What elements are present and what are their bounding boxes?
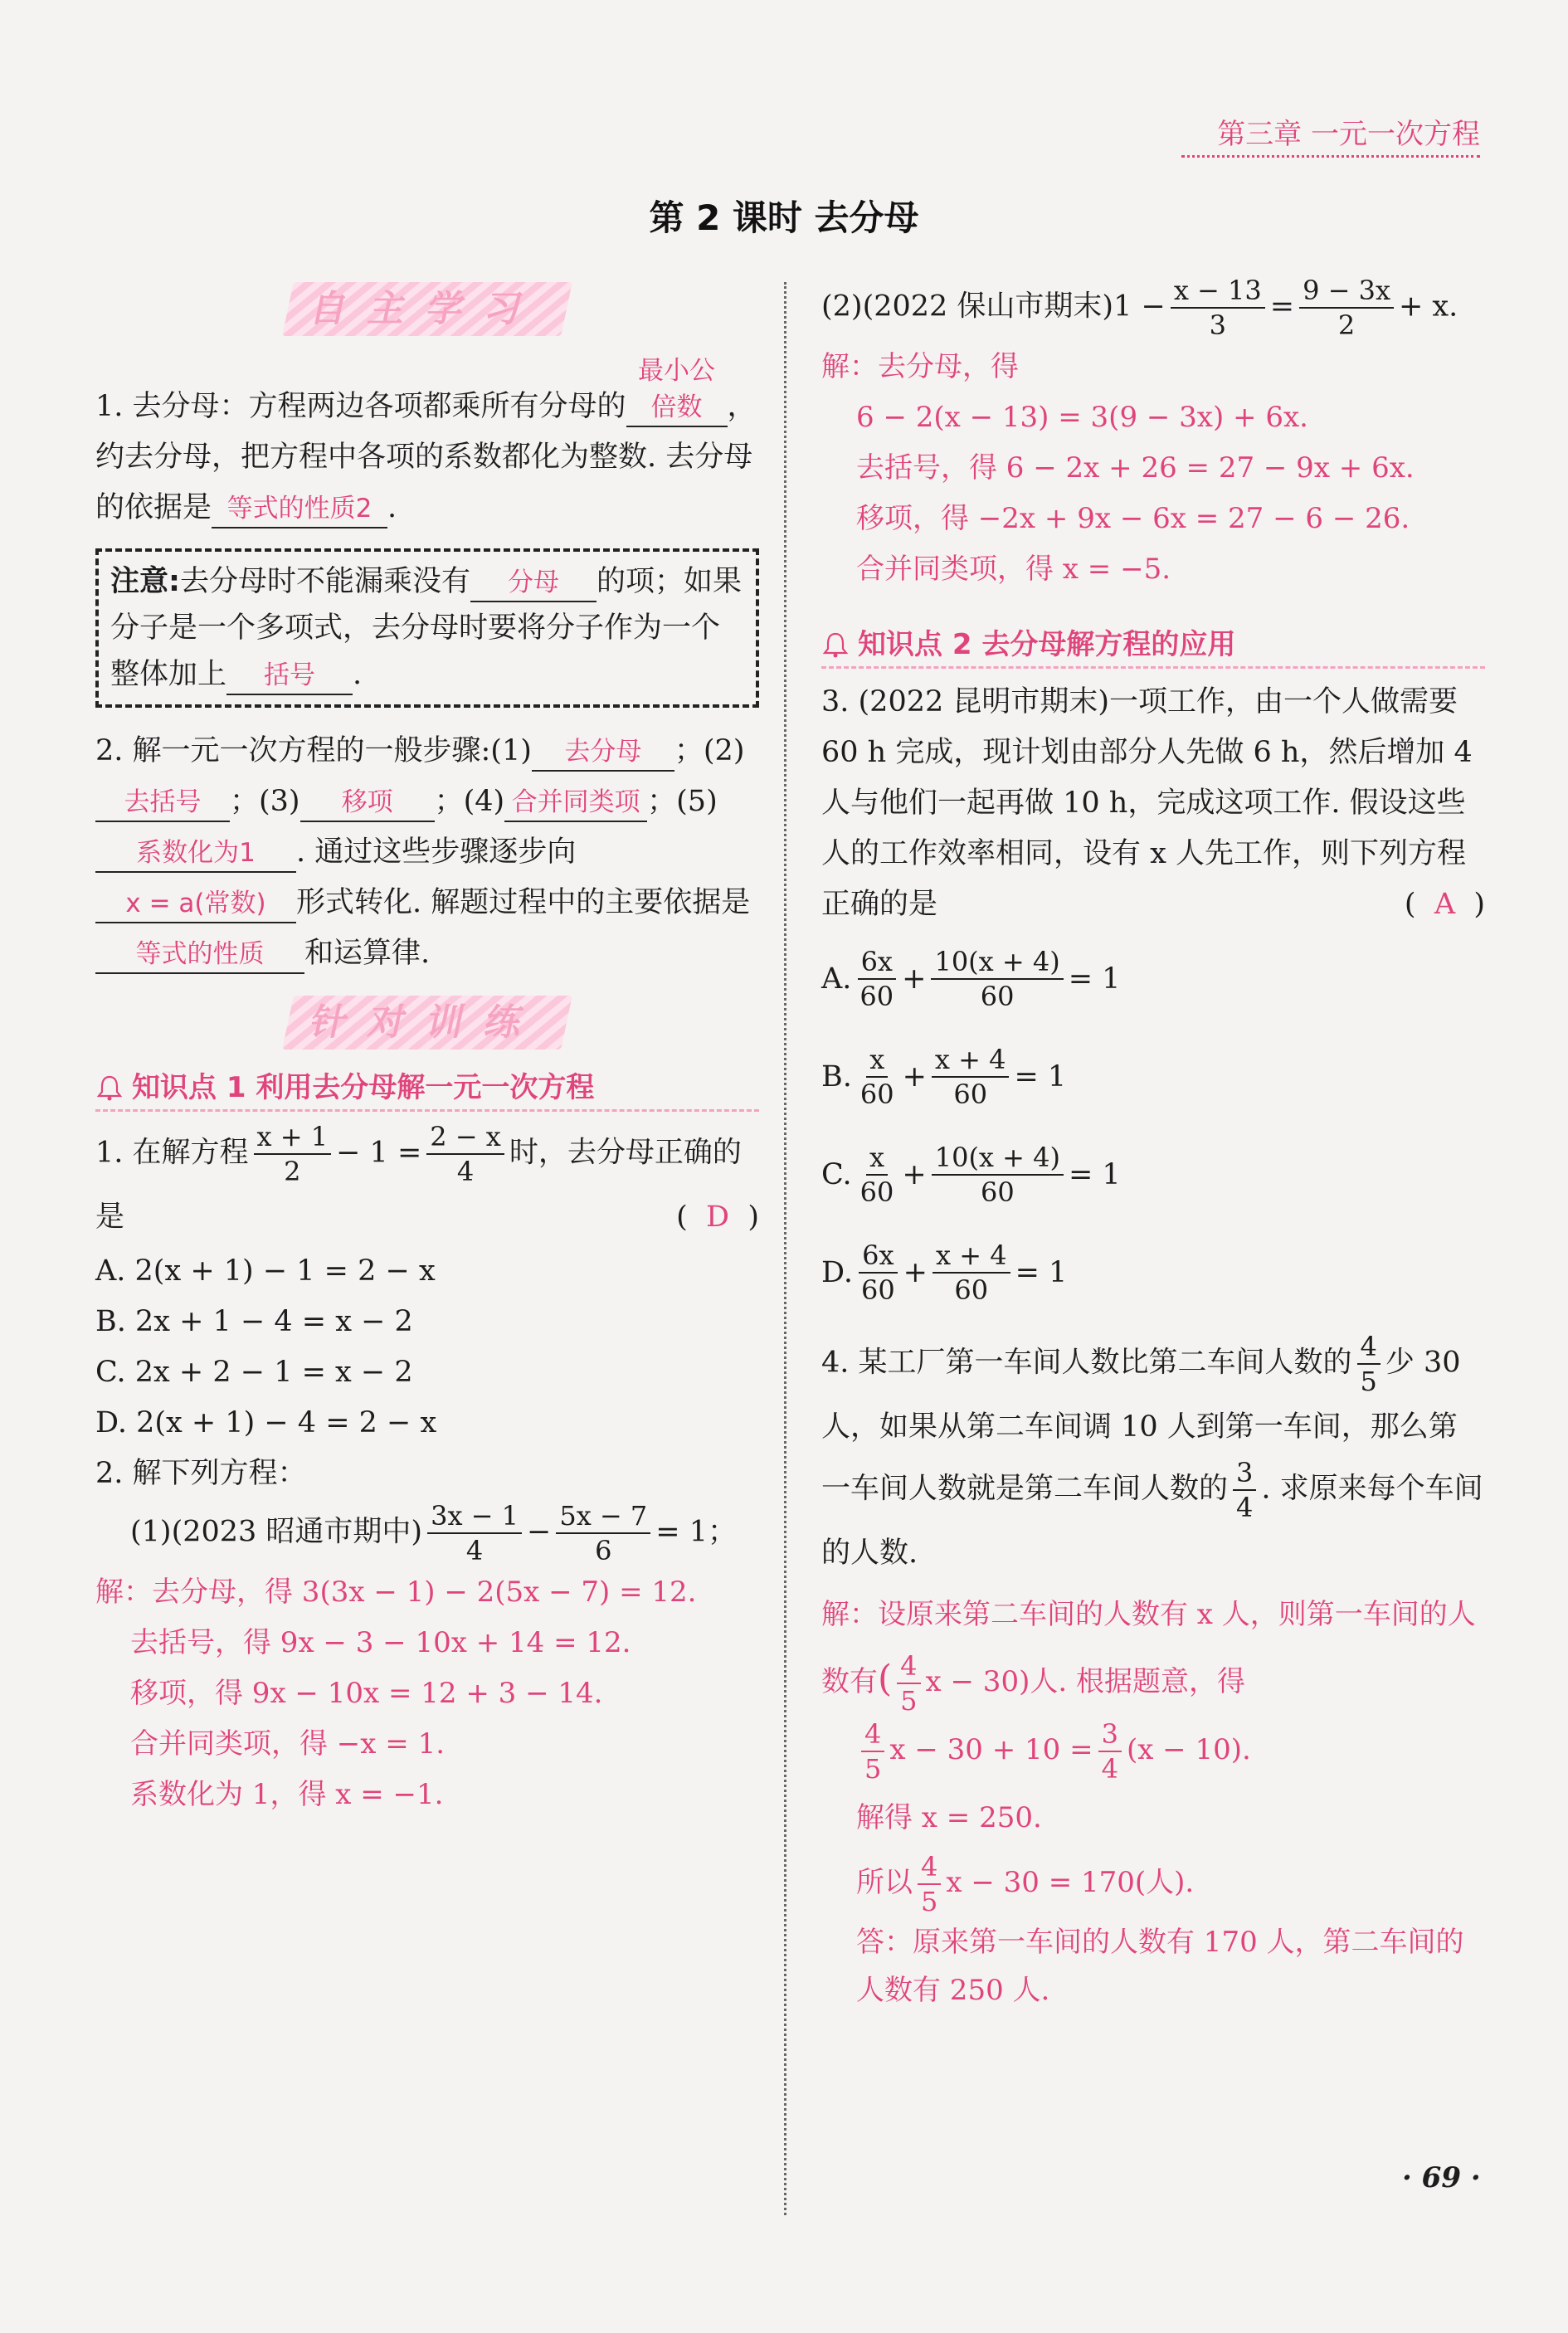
kp2-q4-post: . 求原来每个车间的人数.	[821, 1472, 1483, 1570]
q1-answer-blank-1: 最小公倍数	[626, 353, 728, 427]
q2-answer-blank-2: 去括号	[95, 784, 230, 822]
kp2-q3-answer: A	[1434, 888, 1456, 921]
q4-sol-1-paren-open: (	[878, 1658, 893, 1700]
kp1-q2-1-post: = 1；	[655, 1515, 737, 1549]
fraction-numerator: x	[866, 1043, 888, 1078]
q4-sol-1-fraction	[897, 1649, 920, 1717]
kp2-q4-fraction-1	[1357, 1330, 1381, 1398]
kp1-q2-title: 2. 解下列方程：	[95, 1457, 307, 1490]
kp1-q2-2-post: + x.	[1398, 290, 1458, 324]
kp2-q3-choice: ( A )	[1404, 888, 1485, 921]
kp1-q1-choice: ( D )	[676, 1201, 759, 1234]
option-fraction-2	[932, 1043, 1010, 1111]
q2-answer-blank-7: 等式的性质	[95, 936, 304, 974]
kp2-q4-fraction-2	[1233, 1456, 1256, 1524]
kp2-q3	[821, 677, 1485, 930]
fraction-denominator: 60	[980, 981, 1015, 1012]
q2-answer-blank-4: 合并同类项	[504, 784, 647, 822]
knowledge-point-2-title: 知识点 2 去分母解方程的应用	[858, 628, 1236, 661]
kp1-q2-1-pre: (1)(2023 昭通市期中)	[130, 1515, 423, 1549]
q4-eq-fraction-2	[1098, 1717, 1122, 1785]
fraction-denominator: 60	[859, 981, 894, 1012]
q4-sol-1-paren-close: x − 30)	[925, 1665, 1030, 1698]
kp1-q1-fraction-2	[426, 1120, 504, 1188]
fraction-numerator: 6x	[859, 1239, 897, 1274]
q4-solution-line-2: 解得 x = 250.	[856, 1801, 1042, 1834]
kp1-q1-fraction-1	[254, 1120, 332, 1188]
q1-text-a: 1. 去分母：方程两边各项都乘所有分母的	[95, 390, 626, 423]
q2-text-h: 和运算律.	[304, 937, 431, 970]
knowledge-point-1-heading	[95, 1066, 759, 1112]
kp1-q1-answer: D	[706, 1201, 730, 1234]
fraction-numerator: 3	[1098, 1717, 1122, 1752]
kp2-q4-pre: 4. 某工厂第一车间人数比第二车间人数的	[821, 1346, 1352, 1380]
fraction-denominator: 4	[1101, 1753, 1118, 1785]
fraction-denominator: 2	[1337, 309, 1356, 341]
fraction-denominator: 5	[921, 1886, 938, 1917]
fraction-numerator: 9 − 3x	[1299, 274, 1394, 309]
fraction-numerator: x + 4	[933, 1239, 1010, 1274]
fraction-denominator: 60	[859, 1079, 894, 1110]
solution-step: 解：去分母，得	[821, 350, 1019, 383]
solution-step: 系数化为 1，得 x = −1.	[130, 1778, 444, 1811]
solution-step: 解：去分母，得 3(3x − 1) − 2(5x − 7) = 12.	[95, 1576, 697, 1609]
fraction-denominator: 60	[860, 1274, 895, 1306]
column-divider	[784, 282, 786, 2215]
fraction-numerator: 4	[897, 1649, 920, 1684]
knowledge-point-1-title: 知识点 1 利用去分母解一元一次方程	[132, 1071, 595, 1104]
option-fraction-2	[932, 1141, 1064, 1209]
q2-text-c: ；(3)	[230, 785, 300, 818]
fraction-numerator: 3x − 1	[427, 1499, 522, 1534]
fraction-numerator: 4	[1357, 1330, 1381, 1365]
solution-step: 移项，得 −2x + 9x − 6x = 27 − 6 − 26.	[856, 502, 1410, 535]
lesson-title: 第 2 课时 去分母	[649, 197, 919, 238]
fraction-numerator: x + 1	[254, 1120, 332, 1155]
q4-solution-line-3	[821, 1850, 1485, 1918]
option-fraction-2	[931, 945, 1063, 1013]
option-rhs: = 1	[1068, 962, 1121, 996]
fraction-numerator: 5x − 7	[556, 1499, 650, 1534]
kp1-q1-options	[95, 1246, 759, 1449]
option-rhs: = 1	[1014, 1059, 1067, 1093]
option-rhs: = 1	[1015, 1255, 1068, 1289]
kp1-q2-1-solution	[95, 1567, 759, 1820]
kp1-q1-option: B. 2x + 1 − 4 = x − 2	[95, 1305, 413, 1338]
q2-text-f: . 通过这些步骤逐步向	[296, 835, 577, 869]
fraction-denominator: 60	[859, 1176, 894, 1208]
kp2-q3-option	[821, 1126, 1485, 1224]
self-study-q1	[95, 353, 759, 533]
plus-sign: +	[902, 962, 927, 996]
q4-sol-3-post: x − 30 = 170(人).	[946, 1866, 1195, 1899]
fraction-numerator: 4	[918, 1850, 941, 1885]
plus-sign: +	[903, 1255, 928, 1289]
fraction-numerator: x − 13	[1171, 274, 1265, 309]
kp1-q2-1-minus: −	[527, 1515, 552, 1549]
fraction-denominator: 5	[900, 1685, 918, 1717]
q2-text-a: 2. 解一元一次方程的一般步骤:(1)	[95, 734, 532, 767]
fraction-numerator: x + 4	[932, 1043, 1010, 1078]
q2-answer-blank-3: 移项	[300, 784, 435, 822]
kp2-q3-text: 3. (2022 昆明市期末)一项工作，由一个人做需要 60 h 完成，现计划由部分人先做 6 h，然后增加 4 人与他们一起再做 10 h，完成这项工作. 假设这些人的工作效率相同，设有 x 人先工作，则下列方程正确的是	[821, 685, 1473, 921]
option-label: A.	[821, 962, 852, 996]
solution-step: 合并同类项，得 −x = 1.	[130, 1727, 446, 1761]
kp2-q3-option	[821, 1224, 1485, 1322]
chapter-header: 第三章 一元一次方程	[1181, 111, 1480, 158]
q1-answer-blank-2: 等式的性质2	[212, 490, 387, 528]
bell-icon	[821, 631, 850, 659]
fraction-numerator: 4	[861, 1717, 884, 1752]
q1-text-c: .	[387, 491, 397, 524]
kp1-q1-option: A. 2(x + 1) − 1 = 2 − x	[95, 1254, 436, 1288]
kp1-q1-post: 时，去分母正确的是	[95, 1136, 742, 1234]
kp2-q3-option	[821, 1028, 1485, 1126]
kp1-q2-1-fraction-2	[556, 1499, 650, 1567]
fraction-numerator: 10(x + 4)	[932, 1141, 1064, 1176]
note-label: 注意:	[110, 565, 180, 598]
plus-sign: +	[902, 1059, 927, 1093]
fraction-numerator: 10(x + 4)	[931, 945, 1063, 980]
note-text-a: 去分母时不能漏乘没有	[180, 565, 471, 598]
solution-step: 移项，得 9x − 10x = 12 + 3 − 14.	[130, 1677, 603, 1710]
solution-step: 6 − 2(x − 13) = 3(9 − 3x) + 6x.	[856, 401, 1308, 434]
kp1-q2-1	[95, 1499, 759, 1567]
fraction-denominator: 6	[595, 1535, 612, 1566]
option-rhs: = 1	[1068, 1157, 1121, 1191]
q4-eq-end: (x − 10).	[1126, 1733, 1251, 1766]
fraction-denominator: 5	[864, 1753, 882, 1785]
fraction-denominator: 60	[954, 1274, 989, 1306]
training-banner: 针对训练	[282, 996, 572, 1050]
kp1-q1-option: C. 2x + 2 − 1 = x − 2	[95, 1356, 413, 1389]
q4-sol-3-fraction	[918, 1850, 941, 1918]
kp2-q3-options	[821, 930, 1485, 1322]
self-study-q2	[95, 726, 759, 979]
q2-answer-blank-5: 系数化为1	[95, 835, 296, 873]
kp1-q1-pre: 1. 在解方程	[95, 1136, 249, 1170]
note-text-b: 的项；如果分子是一个多项式，去分母时要将分子作为一个整体加上	[110, 565, 743, 691]
kp1-q2-2-pre: (2)(2022 保山市期末)1 −	[821, 290, 1166, 324]
fraction-denominator: 4	[456, 1156, 475, 1187]
fraction-denominator: 2	[284, 1156, 301, 1187]
q4-eq-fraction-1	[861, 1717, 884, 1785]
plus-sign: +	[902, 1157, 927, 1191]
option-fraction-1	[858, 1239, 898, 1307]
option-label: C.	[821, 1157, 852, 1191]
bell-icon	[95, 1074, 124, 1102]
fraction-numerator: 6x	[858, 945, 896, 980]
kp1-q2-1-fraction-1	[427, 1499, 522, 1567]
fraction-denominator: 4	[1236, 1492, 1254, 1523]
fraction-denominator: 5	[1360, 1366, 1377, 1397]
fraction-numerator: 2 − x	[426, 1120, 504, 1155]
q4-eq-mid: x − 30 + 10 =	[889, 1733, 1093, 1766]
fraction-numerator: 3	[1233, 1456, 1256, 1491]
kp1-q2-2	[821, 274, 1485, 342]
note-answer-blank-2: 括号	[226, 657, 353, 695]
kp2-q4-solution	[821, 1582, 1485, 2014]
kp1-q1-mid: − 1 =	[336, 1136, 422, 1170]
left-column	[95, 274, 759, 1820]
q2-text-d: ；(4)	[434, 785, 505, 818]
q4-sol-1-end: 人. 根据题意，得	[1030, 1665, 1245, 1698]
kp2-q3-option	[821, 930, 1485, 1028]
q4-solution-line-1	[821, 1582, 1485, 1717]
kp1-q2-2-fraction-2	[1299, 274, 1394, 342]
option-label: D.	[821, 1255, 853, 1289]
q4-solution-line-4: 答：原来第一车间的人数有 170 人，第二车间的人数有 250 人.	[856, 1926, 1464, 2007]
fraction-numerator: x	[866, 1141, 888, 1176]
q4-sol-3-pre: 所以	[856, 1866, 913, 1899]
kp1-q2-2-solution	[821, 342, 1485, 595]
kp1-q2-2-fraction-1	[1171, 274, 1265, 342]
q2-answer-blank-6: x = a(常数)	[95, 885, 296, 923]
page-number: · 69 ·	[1402, 2161, 1481, 2194]
fraction-denominator: 60	[980, 1176, 1015, 1208]
right-column	[821, 274, 1485, 2014]
q2-text-e: ；(5)	[647, 785, 718, 818]
note-box	[95, 548, 759, 708]
option-label: B.	[821, 1059, 852, 1093]
solution-step: 去括号，得 6 − 2x + 26 = 27 − 9x + 6x.	[856, 451, 1415, 485]
q2-answer-blank-1: 去分母	[532, 733, 674, 772]
fraction-denominator: 4	[465, 1535, 484, 1566]
kp1-q1	[95, 1120, 759, 1246]
option-fraction-2	[933, 1239, 1010, 1307]
self-study-banner: 自主学习	[282, 282, 572, 336]
kp1-q1-option: D. 2(x + 1) − 4 = 2 − x	[95, 1406, 437, 1439]
option-fraction-1	[856, 945, 897, 1013]
fraction-denominator: 3	[1209, 309, 1226, 341]
solution-step: 合并同类项，得 x = −5.	[856, 553, 1171, 586]
solution-step: 去括号，得 9x − 3 − 10x + 14 = 12.	[130, 1626, 631, 1659]
q2-text-b: ；(2)	[674, 734, 745, 767]
fraction-denominator: 60	[953, 1079, 988, 1110]
q2-text-g: 形式转化. 解题过程中的主要依据是	[296, 886, 751, 919]
kp2-q4-mid: 少 30 人，如果从第二车间调 10 人到第一车间，那么第一车间人数就是第二车间人数的	[821, 1346, 1461, 1506]
q1-text-b: ，约去分母，把方程中各项的系数都化为整数. 去分母的依据是	[95, 390, 757, 524]
kp2-q4	[821, 1330, 1485, 1582]
note-text-c: .	[353, 658, 363, 691]
q4-solution-equation	[821, 1717, 1485, 1785]
note-answer-blank-1: 分母	[470, 564, 597, 602]
knowledge-point-2-heading	[821, 623, 1485, 669]
option-fraction-1	[857, 1043, 898, 1111]
option-fraction-1	[857, 1141, 898, 1209]
q4-sol-1-text: 解：设原来第二车间的人数有 x 人，则第一车间的人数有	[821, 1598, 1476, 1698]
kp1-q2-2-eq: =	[1269, 290, 1295, 324]
